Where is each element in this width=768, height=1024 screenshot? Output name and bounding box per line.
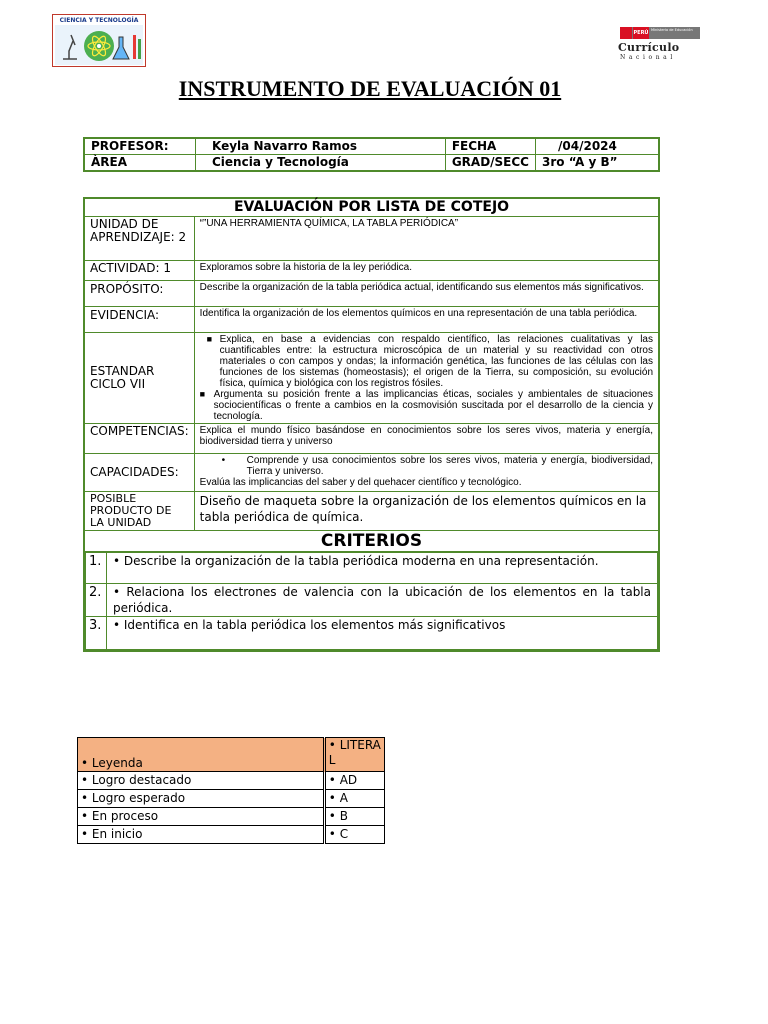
table-row: [78, 772, 385, 790]
logo-title: CIENCIA Y TECNOLOGÍA: [59, 17, 139, 24]
curriculo-nacional-logo: [618, 26, 700, 62]
criterio-text: • Describe la organización de la tabla periódica moderna en una representación.: [107, 553, 658, 584]
area-label: ÀREA: [84, 155, 196, 172]
fecha-label: FECHA: [445, 138, 535, 155]
table-row: [78, 738, 385, 772]
criterios-table: [85, 552, 658, 650]
unidad-label: UNIDAD DE APRENDIZAJE: 2: [84, 217, 194, 261]
table-row: [78, 790, 385, 808]
table-row: [84, 217, 659, 261]
legend-table: [77, 737, 385, 844]
area-value: Ciencia y Tecnología: [196, 155, 446, 172]
table-row: [84, 424, 659, 454]
ministry-label: Ministerio de Educación: [651, 28, 693, 32]
table-row: [84, 552, 659, 652]
legend-header-left: • Leyenda: [78, 738, 325, 772]
criterio-number: 2.: [86, 584, 107, 617]
table-row: [86, 584, 658, 617]
capacidades-extra: Evalúa las implicancias del saber y del quehacer científico y tecnológico.: [199, 477, 522, 488]
table-row: [84, 333, 659, 424]
criterio-text: • Relaciona los electrones de valencia con la ubicación de los elementos en la tabla periódica.: [107, 584, 658, 617]
square-bullet-icon: ■: [206, 334, 213, 344]
table-row: [78, 808, 385, 826]
evidencia-label: EVIDENCIA:: [84, 307, 194, 333]
actividad-label: ACTIVIDAD: 1: [84, 261, 194, 281]
legend-label: • En inicio: [78, 826, 325, 844]
proposito-label: PROPÓSITO:: [84, 281, 194, 307]
list-item: [200, 334, 653, 389]
legend-label: • Logro esperado: [78, 790, 325, 808]
evaluation-header: EVALUACIÓN POR LISTA DE COTEJO: [84, 198, 659, 217]
profesor-value: Keyla Navarro Ramos: [196, 138, 446, 155]
teacher-info-table: [83, 137, 660, 172]
list-item: [200, 455, 653, 477]
table-row: [78, 826, 385, 844]
estandar-label: ESTANDAR CICLO VII: [84, 333, 194, 424]
legend-code: • C: [324, 826, 384, 844]
criterios-title: CRITERIOS: [84, 531, 659, 552]
table-row: [86, 553, 658, 584]
fecha-value: /04/2024: [536, 138, 660, 155]
table-row: [84, 138, 659, 155]
estandar-item-1: Explica, en base a evidencias con respaldo científico, las relaciones cualitativas y las cuantificables entre: la estructura microscópica de un material y su reactividad con otros materiales o con campos y ondas; la información genética, las funciones de las células con las funciones de los sistemas (homeostasis); el origen de la Tierra, su composición, su evolución física, química y biológica con los registros fósiles.: [219, 334, 653, 389]
science-icon: [55, 25, 143, 65]
peru-label: PERÚ: [633, 27, 649, 39]
page-title: INSTRUMENTO DE EVALUACIÓN 01: [178, 76, 562, 101]
capacidades-value: [194, 454, 659, 492]
legend-code: • B: [324, 808, 384, 826]
profesor-label: PROFESOR:: [84, 138, 196, 155]
square-bullet-icon: ■: [199, 389, 206, 399]
evidencia-value: Identifica la organización de los elementos químicos en una representación de una tabla periódica.: [194, 307, 659, 333]
criterio-text: • Identifica en la tabla periódica los elementos más significativos: [107, 617, 658, 650]
table-row: [84, 531, 659, 552]
minedu-banner: [620, 27, 700, 39]
estandar-item-2: Argumenta su posición frente a las implicancias éticas, sociales y ambientales de situaciones sociocientíficas o frente a cambios en la cosmovisión suscitada por el desarrollo de la ciencia y tecnología.: [213, 389, 653, 422]
list-item: [200, 389, 653, 422]
table-row: [84, 281, 659, 307]
unidad-value: “”UNA HERRAMIENTA QUÍMICA, LA TABLA PERIÓDICA”: [194, 217, 659, 261]
bullet-icon: •: [221, 455, 226, 466]
table-row: [84, 261, 659, 281]
table-row: [86, 617, 658, 650]
legend-header-right: • LITERAL: [324, 738, 384, 772]
producto-label: POSIBLE PRODUCTO DE LA UNIDAD: [84, 492, 194, 531]
grado-value: 3ro “A y B”: [536, 155, 660, 172]
nacional-label: Nacional: [620, 54, 676, 61]
competencias-label: COMPETENCIAS:: [84, 424, 194, 454]
actividad-value: Exploramos sobre la historia de la ley periódica.: [194, 261, 659, 281]
ciencia-tecnologia-logo: [52, 14, 146, 67]
proposito-value: Describe la organización de la tabla periódica actual, identificando sus elementos más significativos.: [194, 281, 659, 307]
producto-value: Diseño de maqueta sobre la organización de los elementos químicos en la tabla periódica de química.: [194, 492, 659, 531]
table-row: [84, 454, 659, 492]
legend-label: • Logro destacado: [78, 772, 325, 790]
competencias-value: Explica el mundo físico basándose en conocimientos sobre los seres vivos, materia y energía, biodiversidad tierra y universo: [194, 424, 659, 454]
grado-label: GRAD/SECC: [445, 155, 535, 172]
legend-label: • En proceso: [78, 808, 325, 826]
table-row: [84, 492, 659, 531]
table-row: [84, 307, 659, 333]
legend-code: • AD: [324, 772, 384, 790]
criterio-number: 3.: [86, 617, 107, 650]
evaluation-table: [83, 197, 660, 652]
table-row: [84, 155, 659, 172]
table-row: [84, 198, 659, 217]
capacidades-item: Comprende y usa conocimientos sobre los seres vivos, materia y energía, biodiversidad, Tierra y universo.: [246, 455, 653, 477]
shield-icon: [620, 27, 632, 39]
capacidades-label: CAPACIDADES:: [84, 454, 194, 492]
legend-code: • A: [324, 790, 384, 808]
curriculo-label: Currículo: [618, 41, 680, 54]
criterio-number: 1.: [86, 553, 107, 584]
estandar-value: [194, 333, 659, 424]
